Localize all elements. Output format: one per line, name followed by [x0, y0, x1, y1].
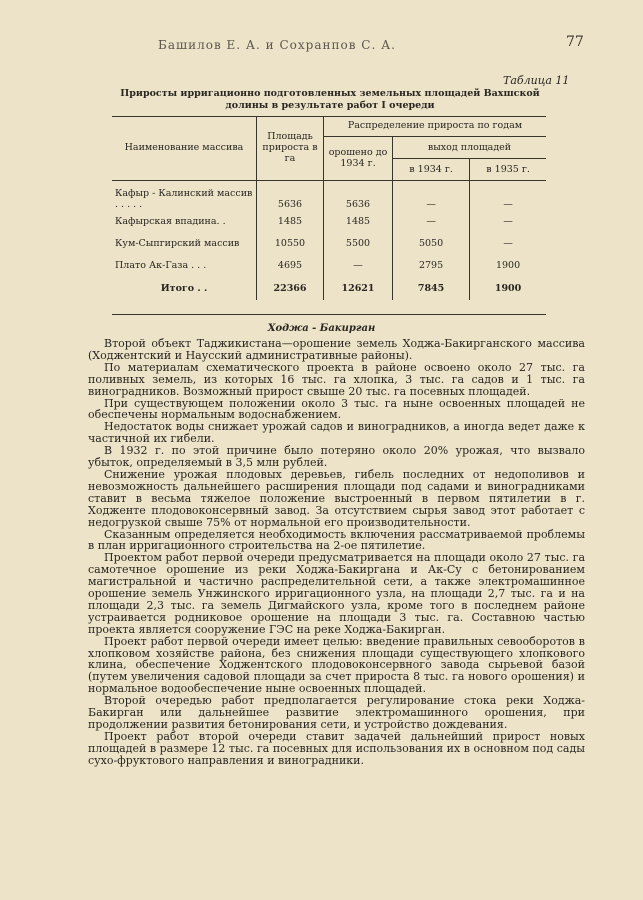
row-1935: — [470, 180, 546, 210]
growth-table [112, 116, 546, 300]
body-text [88, 338, 585, 767]
total-irrigated: 12621 [324, 276, 393, 300]
total-1935: 1900 [470, 276, 546, 300]
paragraph: Сказанным определяется необходимость включения рассматриваемой проблемы в план ирригационного строительства на 2-ое пятилетие. [88, 527, 585, 553]
row-name: Плато Ак-Газа . . . [115, 259, 207, 271]
paragraph: Проектом работ первой очереди предусматривается на площади около 27 тыс. га самотечное орошение из реки Ходжа-Бакиргана и Ак-Су с бетонированием магистральной и частично распределительной сети, а также электромашинное орошение земель Унжинского ирригационного узла, на площади 2,7 тыс. га и на площади 2,3 тыс. га земель Дигмайского узла, кроме того в последнем районе устраивается родниковое орошение на площади 3 тыс. га. Составною частью проекта является сооружение ГЭС на реке Ходжа-Бакирган. [88, 551, 585, 636]
paragraph: Недостаток воды снижает урожай садов и виноградников, а иногда ведет даже к частичной их гибели. [88, 420, 585, 446]
table-row [112, 254, 546, 276]
row-irrigated: — [324, 254, 393, 276]
row-irrigated: 1485 [324, 210, 393, 232]
table-total-row [112, 276, 546, 300]
header-area: Площадь прироста в га [257, 116, 324, 180]
section-heading: Ходжа - Бакирган [267, 323, 376, 334]
row-irrigated: 5636 [324, 180, 393, 210]
running-header-authors: Башилов Е. А. и Сохранпов С. А. [158, 38, 396, 52]
table-label: Таблица 11 [503, 74, 570, 87]
table-bottom-rule [112, 314, 546, 315]
table-row [112, 210, 546, 232]
header-1934: в 1934 г. [393, 158, 470, 180]
header-1935: в 1935 г. [470, 158, 546, 180]
paragraph: По материалам схематического проекта в районе освоено около 27 тыс. га поливных земель, из которых 16 тыс. га хлопка, 3 тыс. га садов и 1 тыс. га виноградников. Возможный прирост свыше 20 тыс. га посевных площадей. [88, 360, 585, 398]
header-output: выход площадей [393, 136, 547, 158]
row-1934: 2795 [393, 254, 470, 276]
row-1934: 5050 [393, 232, 470, 254]
header-distribution: Распределение прироста по годам [324, 116, 547, 136]
paragraph: Второй объект Таджикистана—орошение земель Ходжа-Бакирганского массива (Ходжентский и Наусский административные районы). [88, 337, 585, 362]
header-name: Наименование массива [112, 116, 257, 180]
row-area: 4695 [257, 254, 324, 276]
row-area: 10550 [257, 232, 324, 254]
row-area: 5636 [257, 180, 324, 210]
header-irrigated: орошено до 1934 г. [324, 136, 393, 180]
table-title: Приросты ирригационно подготовленных земельных площадей Вахшской долины в результате работ I очереди [120, 88, 540, 111]
page-number: 77 [566, 34, 584, 50]
paragraph: Снижение урожая плодовых деревьев, гибель последних от недополивов и невозможность дальнейшего расширения площади под садами и виноградниками ставит в весьма тяжелое положение выстроенный в первом пятилетии в г. Ходженте плодовоконсервный завод. За отсутствием сырья завод этот работает с недогрузкой свыше 75% от нормальной его производительности. [88, 467, 585, 529]
row-1934: — [393, 180, 470, 210]
table-row [112, 180, 546, 210]
row-1934: — [393, 210, 470, 232]
row-name: Кафыр - Калинский массив . . . . . [115, 188, 253, 210]
table-row [112, 232, 546, 254]
total-area: 22366 [257, 276, 324, 300]
row-1935: 1900 [470, 254, 546, 276]
row-area: 1485 [257, 210, 324, 232]
row-irrigated: 5500 [324, 232, 393, 254]
total-label: Итого . . [160, 282, 208, 294]
paragraph: Второй очередью работ предполагается регулирование стока реки Ходжа-Бакирган или дальнейшее развитие электромашинного орошения, при продолжении развития бетонирования сети, и устройство дождевания. [88, 694, 585, 731]
paragraph: Проект работ второй очереди ставит задачей дальнейший прирост новых площадей в размере 12 тыс. га посевных для использования их в основном под сады сухо-фруктового направления и виноградники. [88, 729, 585, 767]
paragraph: Проект работ первой очереди имеет целью: введение правильных севооборотов в хлопковом хозяйстве района, без снижения площади существующего хлопкового клина, обеспечение Ходжентского плодовоконсервного завода сырьевой базой (путем увеличения садовой площади за счет прироста 8 тыс. га нового орошения) и нормальное водообеспечение ныне освоенных площадей. [88, 634, 585, 696]
row-name: Кум-Сыпгирский массив [115, 237, 240, 249]
paragraph: При существующем положении около 3 тыс. га ныне освоенных площадей не обеспечены нормальным водоснабжением. [88, 396, 585, 422]
row-1935: — [470, 232, 546, 254]
row-name: Кафырская впадина. . [115, 215, 226, 227]
total-1934: 7845 [393, 276, 470, 300]
row-1935: — [470, 210, 546, 232]
paragraph: В 1932 г. по этой причине было потеряно около 20% урожая, что вызвало убыток, определяемый в 3,5 млн рублей. [88, 444, 585, 470]
